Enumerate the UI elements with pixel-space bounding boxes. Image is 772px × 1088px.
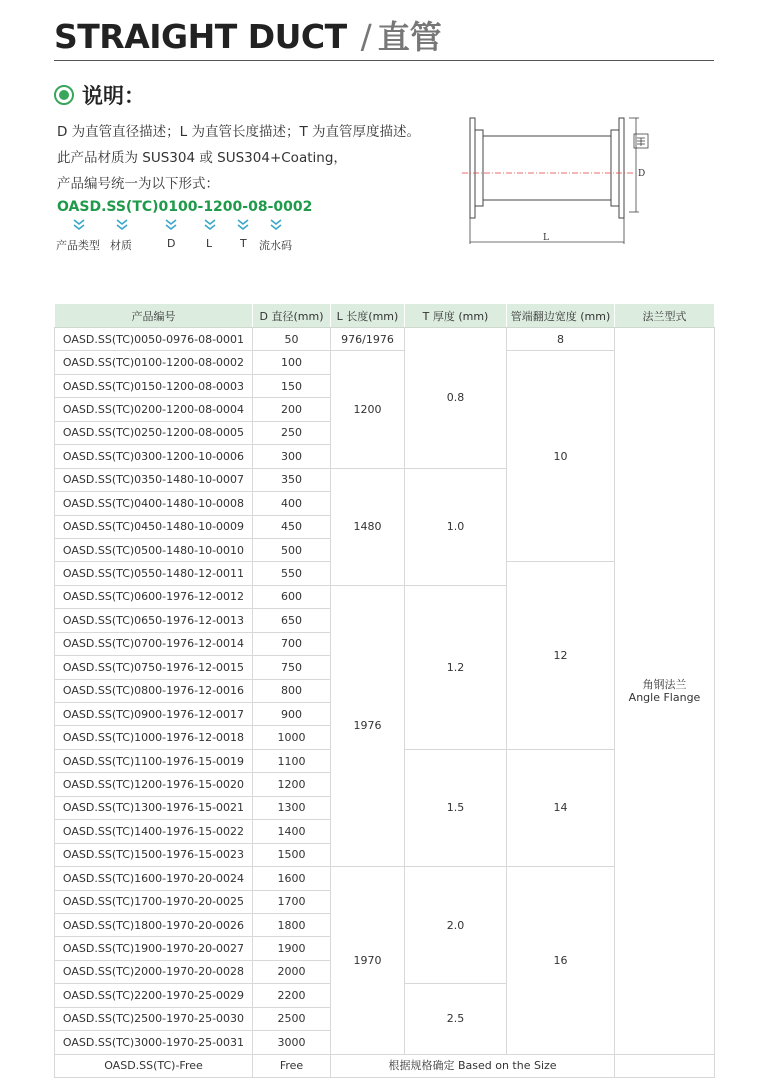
table-row (55, 328, 715, 351)
cell-code: OASD.SS(TC)0050-0976-08-0001 (55, 328, 253, 351)
header-thickness: T 厚度 (mm) (405, 304, 507, 328)
header-length: L 长度(mm) (331, 304, 405, 328)
cell-code: OASD.SS(TC)1500-1976-15-0023 (55, 843, 253, 866)
cell-d: 200 (253, 398, 331, 421)
cell-code: OASD.SS(TC)0500-1480-10-0010 (55, 538, 253, 561)
cell-length: 976/1976 (331, 328, 405, 351)
cell-thickness: 1.5 (405, 749, 507, 866)
cell-d: 650 (253, 609, 331, 632)
cell-size-note: 根据规格确定 Based on the Size (331, 1054, 615, 1077)
code-label-serial: 流水码 (259, 239, 292, 252)
cell-d: 900 (253, 703, 331, 726)
header-flange-width: 管端翻边宽度 (mm) (507, 304, 615, 328)
cell-d: 1000 (253, 726, 331, 749)
cell-d: 1600 (253, 867, 331, 890)
cell-code: OASD.SS(TC)-Free (55, 1054, 253, 1077)
chevron-down-icon (203, 218, 217, 232)
cell-code: OASD.SS(TC)0300-1200-10-0006 (55, 445, 253, 468)
cell-d: 2500 (253, 1007, 331, 1030)
cell-code: OASD.SS(TC)0900-1976-12-0017 (55, 703, 253, 726)
cell-thickness: 0.8 (405, 328, 507, 469)
cell-length: 1970 (331, 867, 405, 1055)
cell-code: OASD.SS(TC)3000-1970-25-0031 (55, 1031, 253, 1054)
header-product-code: 产品编号 (55, 304, 253, 328)
cell-code: OASD.SS(TC)1800-1970-20-0026 (55, 913, 253, 936)
code-label-material: 材质 (110, 239, 132, 252)
cell-code: OASD.SS(TC)1300-1976-15-0021 (55, 796, 253, 819)
cell-code: OASD.SS(TC)0450-1480-10-0009 (55, 515, 253, 538)
cell-code: OASD.SS(TC)0550-1480-12-0011 (55, 562, 253, 585)
cell-length: 1480 (331, 468, 405, 585)
page-title (54, 12, 442, 56)
duct-drawing (462, 110, 662, 250)
cell-code: OASD.SS(TC)0400-1480-10-0008 (55, 492, 253, 515)
header-diameter: D 直径(mm) (253, 304, 331, 328)
cell-d: 100 (253, 351, 331, 374)
cell-flange-width: 10 (507, 351, 615, 562)
cell-code: OASD.SS(TC)1600-1970-20-0024 (55, 867, 253, 890)
cell-code: OASD.SS(TC)0600-1976-12-0012 (55, 585, 253, 608)
cell-d: 700 (253, 632, 331, 655)
cell-d: 150 (253, 374, 331, 397)
drawing-label-d: D (638, 169, 646, 179)
cell-flange-type (615, 328, 715, 1055)
radio-bullet-icon (54, 85, 74, 105)
cell-d: 1800 (253, 913, 331, 936)
cell-d: 1900 (253, 937, 331, 960)
cell-code: OASD.SS(TC)1900-1970-20-0027 (55, 937, 253, 960)
cell-d: 1200 (253, 773, 331, 796)
section-heading (54, 80, 145, 110)
code-label-t: T (240, 237, 247, 250)
cell-d: 800 (253, 679, 331, 702)
cell-code: OASD.SS(TC)1000-1976-12-0018 (55, 726, 253, 749)
title-separator: / (360, 17, 372, 56)
cell-length: 1976 (331, 585, 405, 866)
chevron-down-icon (269, 218, 283, 232)
chevron-down-icon (72, 218, 86, 232)
spec-table (54, 303, 715, 1078)
cell-code: OASD.SS(TC)0650-1976-12-0013 (55, 609, 253, 632)
cell-code: OASD.SS(TC)2500-1970-25-0030 (55, 1007, 253, 1030)
flange-type-en: Angle Flange (628, 690, 701, 704)
cell-flange-width: 12 (507, 562, 615, 750)
cell-d: 1100 (253, 749, 331, 772)
cell-code: OASD.SS(TC)0200-1200-08-0004 (55, 398, 253, 421)
chevron-down-icon (115, 218, 129, 232)
cell-d: 50 (253, 328, 331, 351)
table-header-row (55, 304, 715, 328)
header-flange-type: 法兰型式 (615, 304, 715, 328)
cell-code: OASD.SS(TC)1100-1976-15-0019 (55, 749, 253, 772)
cell-d: Free (253, 1054, 331, 1077)
description-line-2: 此产品材质为 SUS304 或 SUS304+Coating， (57, 150, 347, 166)
cell-code: OASD.SS(TC)0250-1200-08-0005 (55, 421, 253, 444)
drawing-label-l: L (543, 233, 549, 243)
cell-length: 1200 (331, 351, 405, 468)
cell-code: OASD.SS(TC)0800-1976-12-0016 (55, 679, 253, 702)
title-chinese: 直管 (377, 18, 442, 56)
cell-d: 600 (253, 585, 331, 608)
cell-thickness: 2.5 (405, 984, 507, 1054)
title-english: STRAIGHT DUCT (54, 17, 347, 56)
cell-code: OASD.SS(TC)0750-1976-12-0015 (55, 656, 253, 679)
cell-d: 250 (253, 421, 331, 444)
cell-code: OASD.SS(TC)0150-1200-08-0003 (55, 374, 253, 397)
chevron-down-icon (164, 218, 178, 232)
cell-d: 450 (253, 515, 331, 538)
cell-d: 1700 (253, 890, 331, 913)
title-divider (54, 60, 714, 61)
cell-flange-width: 16 (507, 867, 615, 1055)
cell-code: OASD.SS(TC)1200-1976-15-0020 (55, 773, 253, 796)
cell-d: 1300 (253, 796, 331, 819)
code-label-l: L (206, 237, 213, 250)
description-line-1: D 为直管直径描述；L 为直管长度描述；T 为直管厚度描述。 (57, 124, 421, 140)
cell-code: OASD.SS(TC)1700-1970-20-0025 (55, 890, 253, 913)
cell-d: 350 (253, 468, 331, 491)
cell-thickness: 1.0 (405, 468, 507, 585)
chevron-down-icon (236, 218, 250, 232)
cell-code: OASD.SS(TC)1400-1976-15-0022 (55, 820, 253, 843)
cell-d: 1400 (253, 820, 331, 843)
cell-d: 400 (253, 492, 331, 515)
cell-code: OASD.SS(TC)2000-1970-20-0028 (55, 960, 253, 983)
flange-type-cn: 角钢法兰 (642, 677, 687, 691)
cell-flange-width: 14 (507, 749, 615, 866)
cell-d: 500 (253, 538, 331, 561)
cell-code: OASD.SS(TC)0700-1976-12-0014 (55, 632, 253, 655)
product-code-example: OASD.SS(TC)0100-1200-08-0002 (57, 199, 313, 215)
cell-d: 1500 (253, 843, 331, 866)
cell-d: 550 (253, 562, 331, 585)
cell-code: OASD.SS(TC)0100-1200-08-0002 (55, 351, 253, 374)
cell-d: 2000 (253, 960, 331, 983)
section-title: 说明： (82, 84, 145, 108)
code-label-d: D (167, 237, 176, 250)
cell-thickness: 2.0 (405, 867, 507, 984)
cell-code: OASD.SS(TC)2200-1970-25-0029 (55, 984, 253, 1007)
cell-empty (615, 1054, 715, 1077)
cell-d: 2200 (253, 984, 331, 1007)
cell-flange-width: 8 (507, 328, 615, 351)
table-row-free (55, 1054, 715, 1077)
code-label-type: 产品类型 (56, 239, 100, 252)
cell-d: 300 (253, 445, 331, 468)
description-line-3: 产品编号统一为以下形式： (57, 176, 219, 192)
cell-d: 750 (253, 656, 331, 679)
cell-d: 3000 (253, 1031, 331, 1054)
cell-code: OASD.SS(TC)0350-1480-10-0007 (55, 468, 253, 491)
cell-thickness: 1.2 (405, 585, 507, 749)
